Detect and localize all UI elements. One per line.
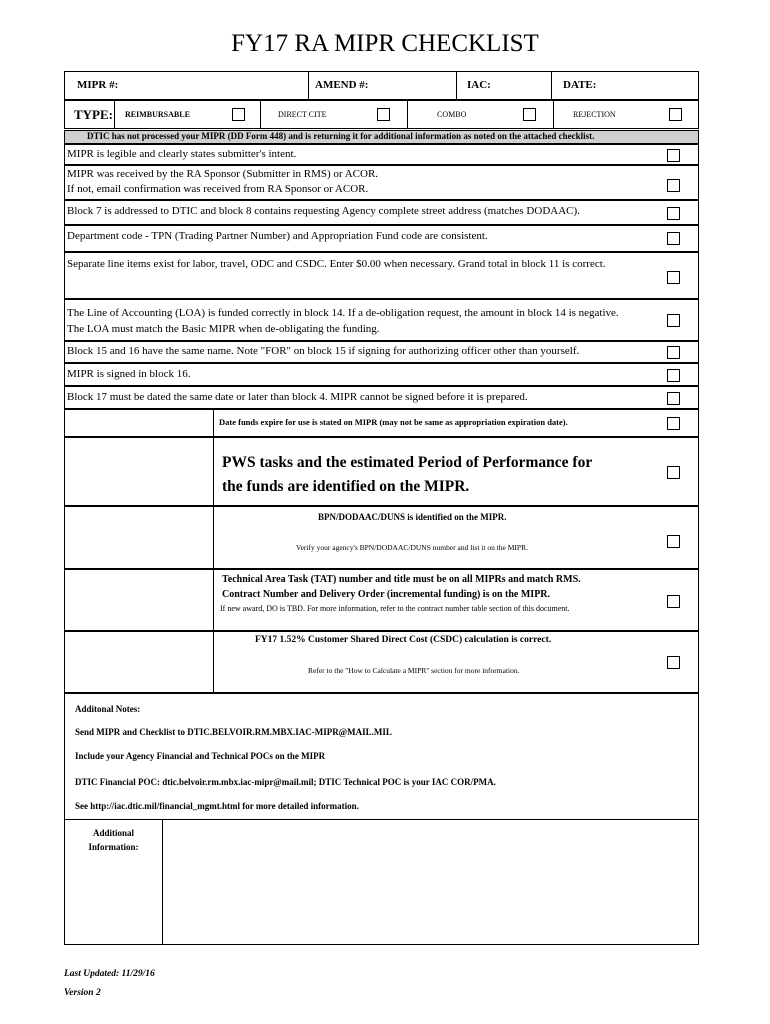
checklist-item-text: MIPR is signed in block 16. — [67, 368, 191, 380]
bpn-row — [64, 506, 699, 569]
notes-line: Include your Agency Financial and Technical POCs on the MIPR — [75, 751, 326, 761]
header-row — [64, 71, 699, 100]
notes-line: DTIC Financial POC: dtic.belvoir.rm.mbx.iac-mipr@mail.mil; DTIC Technical POC is your IAC COR/PMA. — [75, 777, 496, 787]
pws-text-line2: the funds are identified on the MIPR. — [222, 478, 470, 495]
checklist-item — [64, 299, 699, 341]
pws-row — [64, 437, 699, 506]
csdc-checkbox[interactable] — [667, 656, 680, 669]
tat-checkbox[interactable] — [667, 595, 680, 608]
bpn-subtext: Verify your agency's BPN/DODAAC/DUNS number and list it on the MIPR. — [296, 543, 528, 552]
additional-info-label-line2: Information: — [88, 842, 139, 852]
bpn-checkbox[interactable] — [667, 535, 680, 548]
checklist-item-text: MIPR is legible and clearly states submitter's intent. — [67, 148, 297, 160]
type-row — [64, 100, 699, 129]
checklist-item-checkbox[interactable] — [667, 149, 680, 162]
type-combo-checkbox[interactable] — [523, 108, 536, 121]
checklist-item-checkbox[interactable] — [667, 392, 680, 405]
checklist-item-checkbox[interactable] — [667, 346, 680, 359]
type-option-direct-cite-label: DIRECT CITE — [278, 110, 327, 119]
checklist-item-checkbox[interactable] — [667, 271, 680, 284]
type-option-rejection-label: REJECTION — [573, 110, 616, 119]
csdc-subtext: Refer to the "How to Calculate a MIPR" section for more information. — [308, 666, 520, 675]
checklist-item-checkbox[interactable] — [667, 369, 680, 382]
amend-number-label: AMEND #: — [315, 79, 369, 91]
version-label: Version 2 — [64, 988, 101, 998]
checklist-item-text: The LOA must match the Basic MIPR when de-obligating the funding. — [67, 323, 380, 335]
checklist-item-text: Separate line items exist for labor, travel, ODC and CSDC. Enter $0.00 when necessary. Grand total in block 11 is correct. — [67, 258, 606, 270]
checklist-item — [64, 144, 699, 165]
tat-text-line2: Contract Number and Delivery Order (incremental funding) is on the MIPR. — [222, 589, 551, 600]
checklist-item-checkbox[interactable] — [667, 207, 680, 220]
csdc-row — [64, 631, 699, 693]
tat-row — [64, 569, 699, 631]
pws-text-line1: PWS tasks and the estimated Period of Performance for — [222, 454, 593, 471]
notes-heading: Additonal Notes: — [75, 704, 141, 714]
checklist-item-text: The Line of Accounting (LOA) is funded correctly in block 14. If a de-obligation request, the amount in block 14 is negative. — [67, 307, 619, 319]
notes-line: See http://iac.dtic.mil/financial_mgmt.html for more detailed information. — [75, 801, 359, 811]
dtic-notice-band — [64, 130, 699, 144]
dtic-notice-text: DTIC has not processed your MIPR (DD Form 448) and is returning it for additional information as noted on the attached checklist. — [87, 131, 595, 141]
checklist-item — [64, 252, 699, 299]
checklist-item — [64, 341, 699, 363]
additional-notes-block — [64, 693, 699, 945]
checklist-item-text: MIPR was received by the RA Sponsor (Submitter in RMS) or ACOR. — [67, 168, 379, 180]
iac-label: IAC: — [467, 79, 491, 91]
type-option-reimbursable-label: REIMBURSABLE — [125, 110, 190, 119]
type-option-combo-label: COMBO — [437, 110, 467, 119]
type-direct-cite-checkbox[interactable] — [377, 108, 390, 121]
additional-info-label-line1: Additional — [92, 828, 134, 838]
type-label: TYPE: — [74, 107, 113, 122]
pws-checkbox[interactable] — [667, 466, 680, 479]
checklist-item — [64, 363, 699, 386]
checklist-item-text: Block 7 is addressed to DTIC and block 8 contains requesting Agency complete street address (matches DODAAC). — [67, 205, 580, 217]
checklist-item-text: Department code - TPN (Trading Partner Number) and Appropriation Fund code are consistent. — [67, 230, 488, 242]
last-updated: Last Updated: 11/29/16 — [64, 969, 155, 979]
checklist-item-text: Block 17 must be dated the same date or later than block 4. MIPR cannot be signed before it is prepared. — [67, 391, 528, 403]
csdc-title: FY17 1.52% Customer Shared Direct Cost (CSDC) calculation is correct. — [255, 635, 552, 645]
date-funds-row — [64, 409, 699, 437]
type-rejection-checkbox[interactable] — [669, 108, 682, 121]
checklist-item-checkbox[interactable] — [667, 314, 680, 327]
checklist-item — [64, 386, 699, 409]
date-funds-text: Date funds expire for use is stated on MIPR (may not be same as appropriation expiration date). — [219, 417, 568, 427]
date-funds-checkbox[interactable] — [667, 417, 680, 430]
mipr-number-label: MIPR #: — [77, 79, 119, 91]
tat-text-line1: Technical Area Task (TAT) number and title must be on all MIPRs and match RMS. — [222, 574, 581, 585]
additional-info-field[interactable] — [163, 820, 698, 944]
type-reimbursable-checkbox[interactable] — [232, 108, 245, 121]
bpn-title: BPN/DODAAC/DUNS is identified on the MIPR. — [318, 512, 507, 522]
page-title: FY17 RA MIPR CHECKLIST — [231, 30, 539, 57]
tat-text-line3: If new award, DO is TBD. For more information, refer to the contract number table section of this document. — [220, 604, 570, 613]
checklist-item-text: Block 15 and 16 have the same name. Note "FOR" on block 15 if signing for authorizing officer other than yourself. — [67, 345, 580, 357]
checklist-item-checkbox[interactable] — [667, 232, 680, 245]
notes-line: Send MIPR and Checklist to DTIC.BELVOIR.RM.MBX.IAC-MIPR@MAIL.MIL — [75, 727, 392, 737]
checklist-item — [64, 165, 699, 200]
checklist-item-checkbox[interactable] — [667, 179, 680, 192]
checklist-item-text: If not, email confirmation was received from RA Sponsor or ACOR. — [67, 183, 369, 195]
checklist-item — [64, 225, 699, 252]
date-label: DATE: — [563, 79, 597, 91]
checklist-item — [64, 200, 699, 225]
